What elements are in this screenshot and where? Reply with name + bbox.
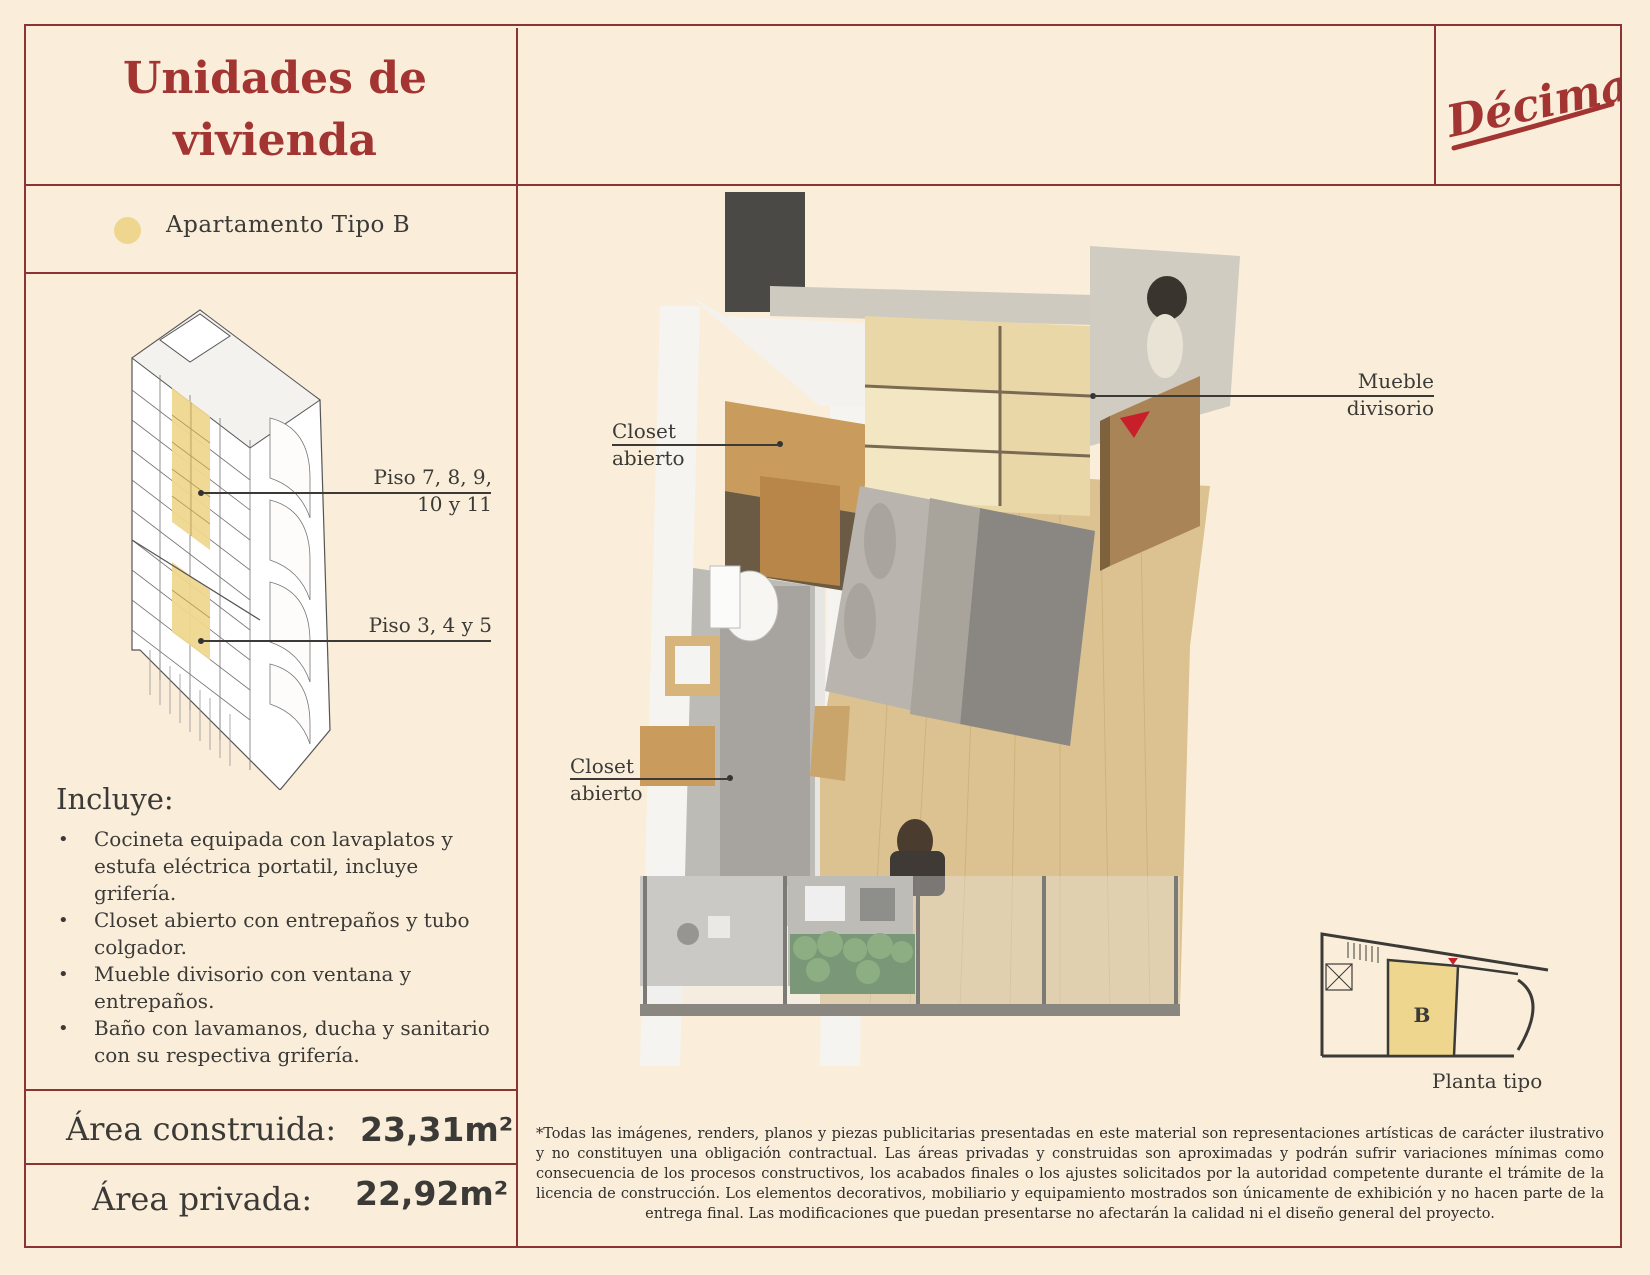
includes-item: • Closet abierto con entrepaños y tubo colgador. [56,907,496,961]
private-area-value: 22,92m² [355,1174,509,1213]
lower-floors-label: Piso 3, 4 y 5 [368,613,492,637]
column-divider [516,28,518,1246]
upper-floors-line-2: 10 y 11 [417,492,492,516]
title-line-1: Unidades de [123,53,427,104]
includes-item: • Baño con lavamanos, ducha y sanitario con su respectiva grifería. [56,1015,496,1069]
closet-top-line-1: Closet [612,419,676,443]
closet-bottom-leader [570,778,730,780]
upper-floors-label [300,464,492,518]
brand-logo-graphic [1440,62,1620,152]
page-title [100,48,450,172]
mueble-leader [1093,395,1434,397]
built-area-label: Área construida: [66,1110,337,1148]
includes-item: • Cocineta equipada con lavaplatos y estufa eléctrica portatil, incluye grifería. [56,826,496,907]
area-mid-divider [24,1163,518,1165]
mueble-line-1: Mueble [1357,369,1434,393]
apartment-render [640,186,1320,1072]
closet-bottom-line-2: abierto [570,781,643,805]
unit-color-dot [114,217,141,244]
area-top-divider [24,1089,518,1091]
building-diagram [120,300,350,790]
closet-top-line-2: abierto [612,446,685,470]
mueble-line-2: divisorio [1346,396,1434,420]
lower-floors-leader [203,640,491,642]
key-plan-label: Planta tipo [1432,1069,1543,1093]
includes-list [56,826,496,1069]
closet-top-leader [612,444,780,446]
built-area-value: 23,31m² [360,1110,514,1149]
unit-name: Apartamento Tipo B [166,212,411,238]
subtitle-divider [24,272,518,274]
brand-name: Décima [1442,62,1620,148]
includes-item: • Mueble divisorio con ventana y entrepaños. [56,961,496,1015]
disclaimer: *Todas las imágenes, renders, planos y piezas publicitarias presentadas en este material son representaciones artísticas de carácter ilustrativo y no constituyen una obligación contractual. Las áreas privadas y construidas son aproximadas y podrán sufrir variaciones mínimas como consecuencia de los procesos constructivos, los acabados finales o los ajustes solicitados por la autoridad competente durante el trámite de la licencia de construcción. Los elementos decorativos, mobiliario y equipamiento mostrados son únicamente de exhibición y no hacen parte de la entrega final. Las modificaciones que puedan presentarse no afectarán la calidad ni el diseño general del proyecto. [536,1126,1604,1222]
private-area-label: Área privada: [92,1180,313,1218]
closet-bottom-line-1: Closet [570,754,634,778]
brand-logo [1440,62,1620,152]
upper-floors-line-1: Piso 7, 8, 9, [373,465,492,489]
title-line-2: vivienda [173,115,377,166]
closet-bottom-label [570,753,643,807]
key-plan-unit-letter: B [1413,1003,1431,1027]
logo-divider [1434,24,1436,184]
key-plan [1318,930,1552,1060]
includes-title: Incluye: [56,782,174,816]
